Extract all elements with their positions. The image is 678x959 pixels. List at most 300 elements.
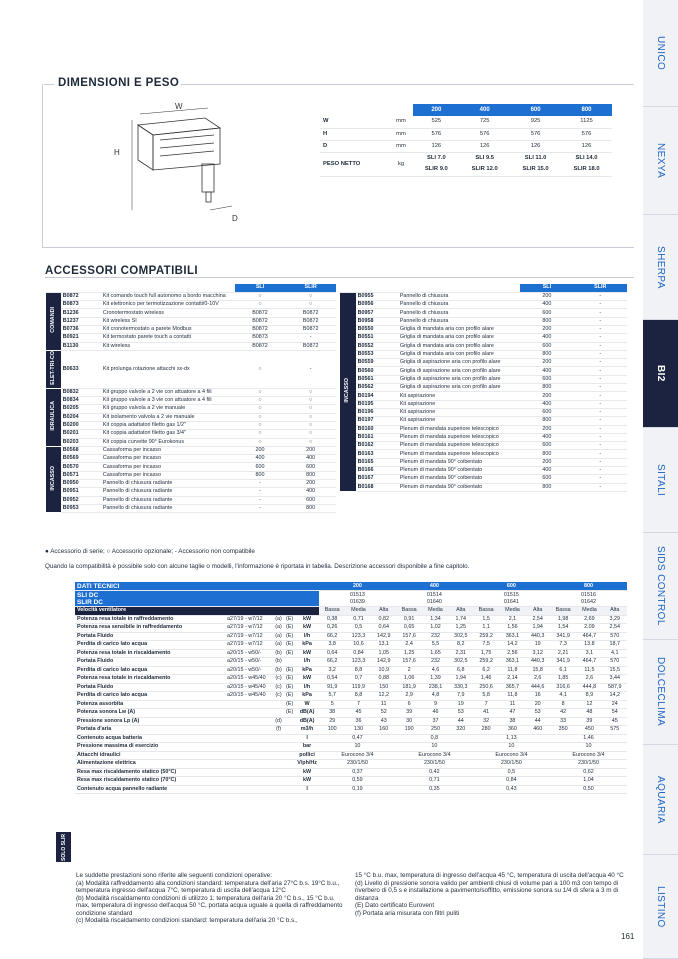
- param-value: 32: [473, 717, 499, 726]
- accessory-code: B1237: [61, 317, 101, 325]
- param-note: (d): [273, 717, 284, 726]
- param-cond: a27/19 - w7/12: [225, 624, 273, 633]
- sli-value: ○: [235, 413, 286, 421]
- slir-value: -: [574, 400, 627, 408]
- table-row: [340, 417, 627, 425]
- param-value: Eurocono 3/4: [396, 751, 473, 760]
- table-row: [340, 342, 627, 350]
- table-row: [75, 785, 627, 794]
- speed-label: Alta: [449, 607, 473, 616]
- param-value: 66,2: [319, 658, 345, 667]
- param-value: 1,06: [396, 675, 422, 684]
- param-value: 0,5: [345, 624, 371, 633]
- table-row: [46, 455, 336, 463]
- accessory-desc: Kit coppia curvette 90° Eurokonus: [101, 438, 235, 446]
- dim-unit: mm: [389, 128, 414, 140]
- table-row: [340, 375, 627, 383]
- accessory-desc: Kit aspirazione: [398, 408, 520, 416]
- head-slir: SLIR: [285, 284, 336, 292]
- param-value: 7: [345, 700, 371, 709]
- param-value: 2,4: [396, 641, 422, 650]
- slir-value: ○: [285, 421, 336, 429]
- sli-value: 800: [520, 317, 573, 325]
- param-value: 360: [499, 726, 525, 735]
- table-row: [46, 430, 336, 438]
- param-value: Eurocono 3/4: [473, 751, 550, 760]
- accessory-desc: Pannello di chiusura: [398, 292, 520, 300]
- accessory-code: B0163: [356, 450, 398, 458]
- param-value: 259,2: [473, 658, 499, 667]
- param-value: 444,6: [525, 683, 549, 692]
- sidebar-tab-label: UNICO: [655, 35, 666, 71]
- accessory-code: B0873: [61, 301, 101, 309]
- param-value: 0,91: [396, 615, 422, 624]
- slir-value: -: [574, 408, 627, 416]
- sli-value: 400: [520, 467, 573, 475]
- accessory-desc: Griglia di aspirazione aria con profilo alare: [398, 367, 520, 375]
- accessory-code: B0953: [61, 504, 101, 512]
- param-value: 2,54: [602, 624, 627, 633]
- size-header: 200: [413, 104, 459, 116]
- accessory-desc: Cassaforma per incasso: [101, 471, 235, 479]
- slir-value: ○: [285, 388, 336, 396]
- accessory-desc: Kit wireless SI: [101, 317, 235, 325]
- param-value: 444,8: [576, 683, 602, 692]
- param-value: 2,6: [576, 675, 602, 684]
- param-value: 0,50: [550, 785, 627, 794]
- slir-value: -: [285, 334, 336, 342]
- slir-value: B0872: [285, 309, 336, 317]
- table-row: [320, 152, 612, 164]
- w-label: W: [175, 102, 183, 111]
- size-header: 400: [459, 104, 510, 116]
- sidebar-tab-label: BI2: [655, 365, 666, 382]
- accessory-code: B0571: [61, 471, 101, 479]
- param-value: 20: [525, 700, 549, 709]
- accessory-code: B0834: [61, 397, 101, 405]
- accessory-code: B0553: [356, 350, 398, 358]
- accessory-desc: Kit elettronico per termotizzazione contatti/0-10V: [101, 301, 235, 309]
- param-note: (a): [273, 624, 284, 633]
- param-unit: kW: [295, 675, 319, 684]
- param-note: (a): [273, 632, 284, 641]
- sli-value: 600: [520, 442, 573, 450]
- param-value: 0,88: [372, 675, 396, 684]
- param-value: 302,5: [449, 658, 473, 667]
- slir-value: -: [574, 350, 627, 358]
- dim-value: 576: [459, 128, 510, 140]
- param-unit: kW: [295, 624, 319, 633]
- sidebar-tab-dolceclima[interactable]: [643, 640, 678, 745]
- group-label: ELET-TRI-CO: [49, 350, 56, 385]
- accessory-desc: Kit coppia adattatori filetto gas 1/2": [101, 421, 235, 429]
- param-value: 0,5: [473, 768, 550, 777]
- param-value: 6,2: [473, 666, 499, 675]
- accessory-desc: Kit prolunga rotazione attacchi sx-dx: [101, 350, 235, 388]
- sidebar-tab-label: SIDS CONTROL: [655, 546, 666, 626]
- param-cond: a20/15 - w50/-: [225, 666, 273, 675]
- slir-value: 800: [285, 471, 336, 479]
- note-line: (b) Modalità riscaldamento condizioni di utilizzo 1: temperatura dell'aria 20 °C b.s., 15 °C b.u. max, temperatura di ingresso dell'acqua 50 °C, portata acqua uguale a quella di raffreddamento condizione standard: [76, 894, 343, 917]
- slir-value: B0872: [285, 317, 336, 325]
- sli-value: -: [235, 504, 286, 512]
- table-row: [46, 317, 336, 325]
- param-value: 190: [396, 726, 422, 735]
- h-label: H: [114, 148, 120, 157]
- accessory-desc: Pannello di chiusura radiante: [101, 504, 235, 512]
- table-row: [340, 450, 627, 458]
- notes-left: [76, 872, 346, 925]
- slir-only-label: SOLO SLIR: [60, 833, 67, 861]
- accessory-code: B0204: [61, 413, 101, 421]
- accessory-desc: Plenum di mandata superiore telescopico: [398, 425, 520, 433]
- accessory-code: B0872: [61, 292, 101, 300]
- accessory-code: B0957: [356, 309, 398, 317]
- accessory-desc: Griglia di mandata aria con profilo alare: [398, 350, 520, 358]
- param-value: 250: [422, 726, 448, 735]
- table-row: [340, 458, 627, 466]
- param-cert: (E): [286, 632, 294, 639]
- page-number: 161: [621, 932, 635, 941]
- param-value: 3,12: [525, 649, 549, 658]
- sli-value: 400: [520, 433, 573, 441]
- accessory-desc: Griglia di aspirazione aria con profilo alare: [398, 384, 520, 392]
- slir-value: -: [574, 384, 627, 392]
- accessory-desc: Griglia di aspirazione aria con profilo alare: [398, 359, 520, 367]
- param-value: 1,25: [449, 624, 473, 633]
- weight-key: PESO NETTO: [320, 152, 389, 176]
- param-value: 10: [396, 743, 473, 752]
- param-value: 10,9: [372, 666, 396, 675]
- param-value: 123,3: [345, 632, 371, 641]
- param-value: 4,6: [422, 666, 448, 675]
- param-value: 1,74: [449, 615, 473, 624]
- param-value: 2,6: [525, 675, 549, 684]
- param-value: 570: [602, 658, 627, 667]
- accessory-desc: Pannello di chiusura: [398, 309, 520, 317]
- slir-value: -: [574, 367, 627, 375]
- param-note: (a): [273, 641, 284, 650]
- param-value: 48: [576, 709, 602, 718]
- table-row: [75, 700, 627, 709]
- group-label: COMANDI: [49, 306, 56, 333]
- slir-value: -: [574, 467, 627, 475]
- sidebar-tab-nexya[interactable]: [643, 107, 678, 215]
- param-value: 1,65: [422, 649, 448, 658]
- slir-value: B0872: [285, 342, 336, 350]
- d-label: D: [232, 214, 238, 223]
- table-row: [46, 388, 336, 396]
- sidebar-tab-unico[interactable]: [643, 0, 678, 107]
- dim-key: D: [320, 140, 389, 152]
- sidebar-tab-label: SITALI: [655, 463, 666, 497]
- accessory-code: B0561: [356, 375, 398, 383]
- table-row: [46, 421, 336, 429]
- param-value: 3,2: [319, 666, 345, 675]
- param-value: 330,3: [449, 683, 473, 692]
- param-unit: kPa: [295, 666, 319, 675]
- code-slir: 01641: [503, 598, 519, 605]
- param-value: 0,8: [396, 734, 473, 743]
- param-value: 2,31: [449, 649, 473, 658]
- table-row: [46, 471, 336, 479]
- param-value: 1,75: [473, 649, 499, 658]
- table-row: [46, 413, 336, 421]
- param-unit: l/h: [295, 632, 319, 641]
- slir-value: ○: [285, 405, 336, 413]
- param-value: 2,54: [525, 615, 549, 624]
- param-value: 24: [602, 700, 627, 709]
- dim-value: 126: [561, 140, 612, 152]
- technical-data-table: [75, 582, 627, 794]
- accessory-desc: Kit termostato parete touch a contatti: [101, 334, 235, 342]
- table-row: [75, 709, 627, 718]
- param-name: Potenza resa sensibile in raffreddamento: [75, 624, 225, 633]
- param-cert: (E): [286, 615, 294, 622]
- accessory-desc: Kit aspirazione: [398, 400, 520, 408]
- accessory-code: B0736: [61, 325, 101, 333]
- slir-value: B0872: [285, 325, 336, 333]
- param-value: 230/1/50: [473, 760, 550, 769]
- param-value: 8,8: [345, 666, 371, 675]
- param-value: 46: [422, 709, 448, 718]
- table-row: [75, 632, 627, 641]
- param-value: 0,42: [396, 768, 473, 777]
- param-value: 45: [602, 717, 627, 726]
- param-value: 1,05: [372, 649, 396, 658]
- slir-value: -: [574, 292, 627, 300]
- param-value: 3,1: [576, 649, 602, 658]
- param-value: 2,1: [499, 615, 525, 624]
- sidebar-tab-listino[interactable]: [643, 855, 678, 959]
- table-row: [320, 140, 612, 152]
- accessory-desc: Kit gruppo valvola a 2 vie manuale: [101, 405, 235, 413]
- sli-value: 600: [520, 408, 573, 416]
- accessory-code: B0956: [356, 301, 398, 309]
- accessory-desc: Kit coppia adattatori filetto gas 3/4": [101, 430, 235, 438]
- param-name: Potenza resa totale in raffreddamento: [75, 615, 225, 624]
- accessory-desc: Kit gruppo valvole a 3 vie con attuatore a 4 fili: [101, 397, 235, 405]
- slir-value: -: [574, 483, 627, 491]
- slir-value: 400: [285, 488, 336, 496]
- slir-value: ○: [285, 292, 336, 300]
- param-value: 47: [499, 709, 525, 718]
- param-cert: (E): [286, 700, 294, 707]
- param-value: 6,1: [550, 666, 576, 675]
- slir-value: -: [574, 417, 627, 425]
- param-value: 16: [525, 692, 549, 701]
- dim-value: 525: [413, 116, 459, 128]
- param-value: 0,71: [345, 615, 371, 624]
- speed-label: Media: [422, 607, 448, 616]
- param-note: (b): [273, 649, 284, 658]
- slir-value: ○: [285, 301, 336, 309]
- slir-value: 600: [285, 496, 336, 504]
- sidebar-tab-label: DOLCECLIMA: [655, 657, 666, 727]
- param-value: 2,14: [499, 675, 525, 684]
- table-row: [46, 309, 336, 317]
- param-value: 570: [602, 632, 627, 641]
- table-row: [46, 342, 336, 350]
- slir-value: -: [574, 450, 627, 458]
- accessory-desc: Kit wireless: [101, 342, 235, 350]
- sli-value: 200: [520, 458, 573, 466]
- accessory-code: B0165: [356, 458, 398, 466]
- sli-value: 400: [520, 367, 573, 375]
- sli-value: B0872: [235, 325, 286, 333]
- param-value: 365,7: [499, 683, 525, 692]
- group-label: INCASSO: [344, 378, 351, 403]
- table-row: [340, 292, 627, 300]
- accessory-desc: Plenum di mandata superiore telescopico: [398, 442, 520, 450]
- table-row: [340, 433, 627, 441]
- speed-label: Bassa: [473, 607, 499, 616]
- sli-value: 600: [520, 309, 573, 317]
- param-value: 5,8: [473, 692, 499, 701]
- param-value: 5,5: [422, 641, 448, 650]
- dim-value: 576: [510, 128, 561, 140]
- accessory-desc: Pannello di chiusura radiante: [101, 488, 235, 496]
- param-value: 39: [396, 709, 422, 718]
- param-name: Pressione massima di esercizio: [75, 743, 295, 752]
- accessory-code: B0562: [356, 384, 398, 392]
- group-label: INCASSO: [49, 465, 56, 491]
- accessory-code: B0955: [356, 292, 398, 300]
- table-row: [75, 683, 627, 692]
- slir-value: -: [574, 375, 627, 383]
- param-name: Perdita di carico lato acqua: [75, 692, 225, 701]
- accessory-desc: Kit aspirazione: [398, 417, 520, 425]
- param-value: 160: [372, 726, 396, 735]
- sli-value: -: [235, 479, 286, 487]
- param-value: 450: [576, 726, 602, 735]
- speed-label: Bassa: [396, 607, 422, 616]
- param-name: Portata Fluido: [75, 683, 225, 692]
- slir-value: -: [574, 317, 627, 325]
- accessory-code: B0951: [61, 488, 101, 496]
- param-name: Resa max riscaldamento statico (70°C): [75, 777, 295, 786]
- param-cond: a20/15 - w45/40: [225, 683, 273, 692]
- table-row: [340, 408, 627, 416]
- param-unit: l: [295, 734, 319, 743]
- param-value: 1,1: [473, 624, 499, 633]
- param-value: 6,8: [449, 666, 473, 675]
- size-header: 200: [319, 582, 396, 591]
- code-sli: 01513: [349, 591, 365, 598]
- param-value: 11: [372, 700, 396, 709]
- param-note: (f): [273, 726, 284, 735]
- accessory-desc: Plenum di mandata superiore telescopico: [398, 433, 520, 441]
- param-cond: [225, 700, 273, 709]
- param-unit: bar: [295, 743, 319, 752]
- sidebar-tab-sitali[interactable]: [643, 428, 678, 533]
- sli-value: ○: [235, 350, 286, 388]
- sidebar-tab-sherpa[interactable]: [643, 215, 678, 320]
- dim-key: W: [320, 116, 389, 128]
- accessory-code: B0559: [356, 359, 398, 367]
- sidebar-tab-bi2[interactable]: [643, 320, 678, 428]
- param-value: 54: [602, 709, 627, 718]
- table-row: [340, 400, 627, 408]
- sli-value: 800: [520, 417, 573, 425]
- code-sli: 01516: [580, 591, 596, 598]
- table-row: [340, 334, 627, 342]
- sli-value: 400: [520, 334, 573, 342]
- param-value: 91,9: [319, 683, 345, 692]
- param-note: (a): [273, 615, 284, 624]
- param-unit: kW: [295, 768, 319, 777]
- slir-value: 600: [285, 463, 336, 471]
- slir-value: ○: [285, 397, 336, 405]
- accessory-code: B0205: [61, 405, 101, 413]
- table-row: [46, 496, 336, 504]
- param-value: 2,56: [499, 649, 525, 658]
- accessory-code: B0921: [61, 334, 101, 342]
- param-value: 440,3: [525, 658, 549, 667]
- param-value: 232: [422, 658, 448, 667]
- sidebar-tab-label: AQUARIA: [655, 775, 666, 824]
- slir-value: -: [574, 475, 627, 483]
- param-name: Portata d'aria: [75, 726, 225, 735]
- table-row: [75, 641, 627, 650]
- slir-value: 200: [285, 479, 336, 487]
- param-value: 2,69: [576, 615, 602, 624]
- sli-value: 200: [520, 392, 573, 400]
- sli-value: 800: [520, 450, 573, 458]
- accessory-code: B0197: [356, 417, 398, 425]
- param-cond: a20/15 - w50/-: [225, 658, 273, 667]
- slir-value: -: [574, 342, 627, 350]
- slir-value: -: [574, 458, 627, 466]
- sli-value: ○: [235, 397, 286, 405]
- accessory-code: B0195: [356, 400, 398, 408]
- param-value: 0,65: [396, 624, 422, 633]
- accessory-desc: Pannello di chiusura: [398, 301, 520, 309]
- slir-value: -: [574, 309, 627, 317]
- accessory-desc: Plenum di mandata 90° coibentato: [398, 458, 520, 466]
- param-name: Contenuto acqua batteria: [75, 734, 295, 743]
- sidebar-tab-aquaria[interactable]: [643, 745, 678, 855]
- accessory-code: B0560: [356, 367, 398, 375]
- table-row: [46, 325, 336, 333]
- weight-slir: SLIR 18.0: [561, 164, 612, 176]
- param-value: 350: [550, 726, 576, 735]
- param-note: (c): [273, 683, 284, 692]
- param-value: 7,3: [550, 641, 576, 650]
- accessory-desc: Cassaforma per incasso: [101, 463, 235, 471]
- sli-value: 400: [235, 455, 286, 463]
- sidebar-tab-sids-control[interactable]: [643, 533, 678, 640]
- code-sli: 01515: [503, 591, 519, 598]
- param-cond: [225, 709, 273, 718]
- param-value: 19: [449, 700, 473, 709]
- accessory-code: B0832: [61, 388, 101, 396]
- param-cert: (E): [286, 641, 294, 648]
- param-unit: V/ph/Hz: [297, 760, 317, 767]
- param-value: 464,7: [576, 658, 602, 667]
- param-name: Potenza resa totale in riscaldamento: [75, 675, 225, 684]
- slir-value: 400: [285, 455, 336, 463]
- model-sli: SLI DC: [77, 591, 99, 599]
- param-value: 18,7: [602, 641, 627, 650]
- param-name: Resa max riscaldamento statico (50°C): [75, 768, 295, 777]
- speed-label: Bassa: [550, 607, 576, 616]
- param-value: 33: [550, 717, 576, 726]
- param-value: 19: [525, 641, 549, 650]
- accessory-desc: Pannello di chiusura: [398, 317, 520, 325]
- table-row: [46, 479, 336, 487]
- param-unit: kW: [295, 777, 319, 786]
